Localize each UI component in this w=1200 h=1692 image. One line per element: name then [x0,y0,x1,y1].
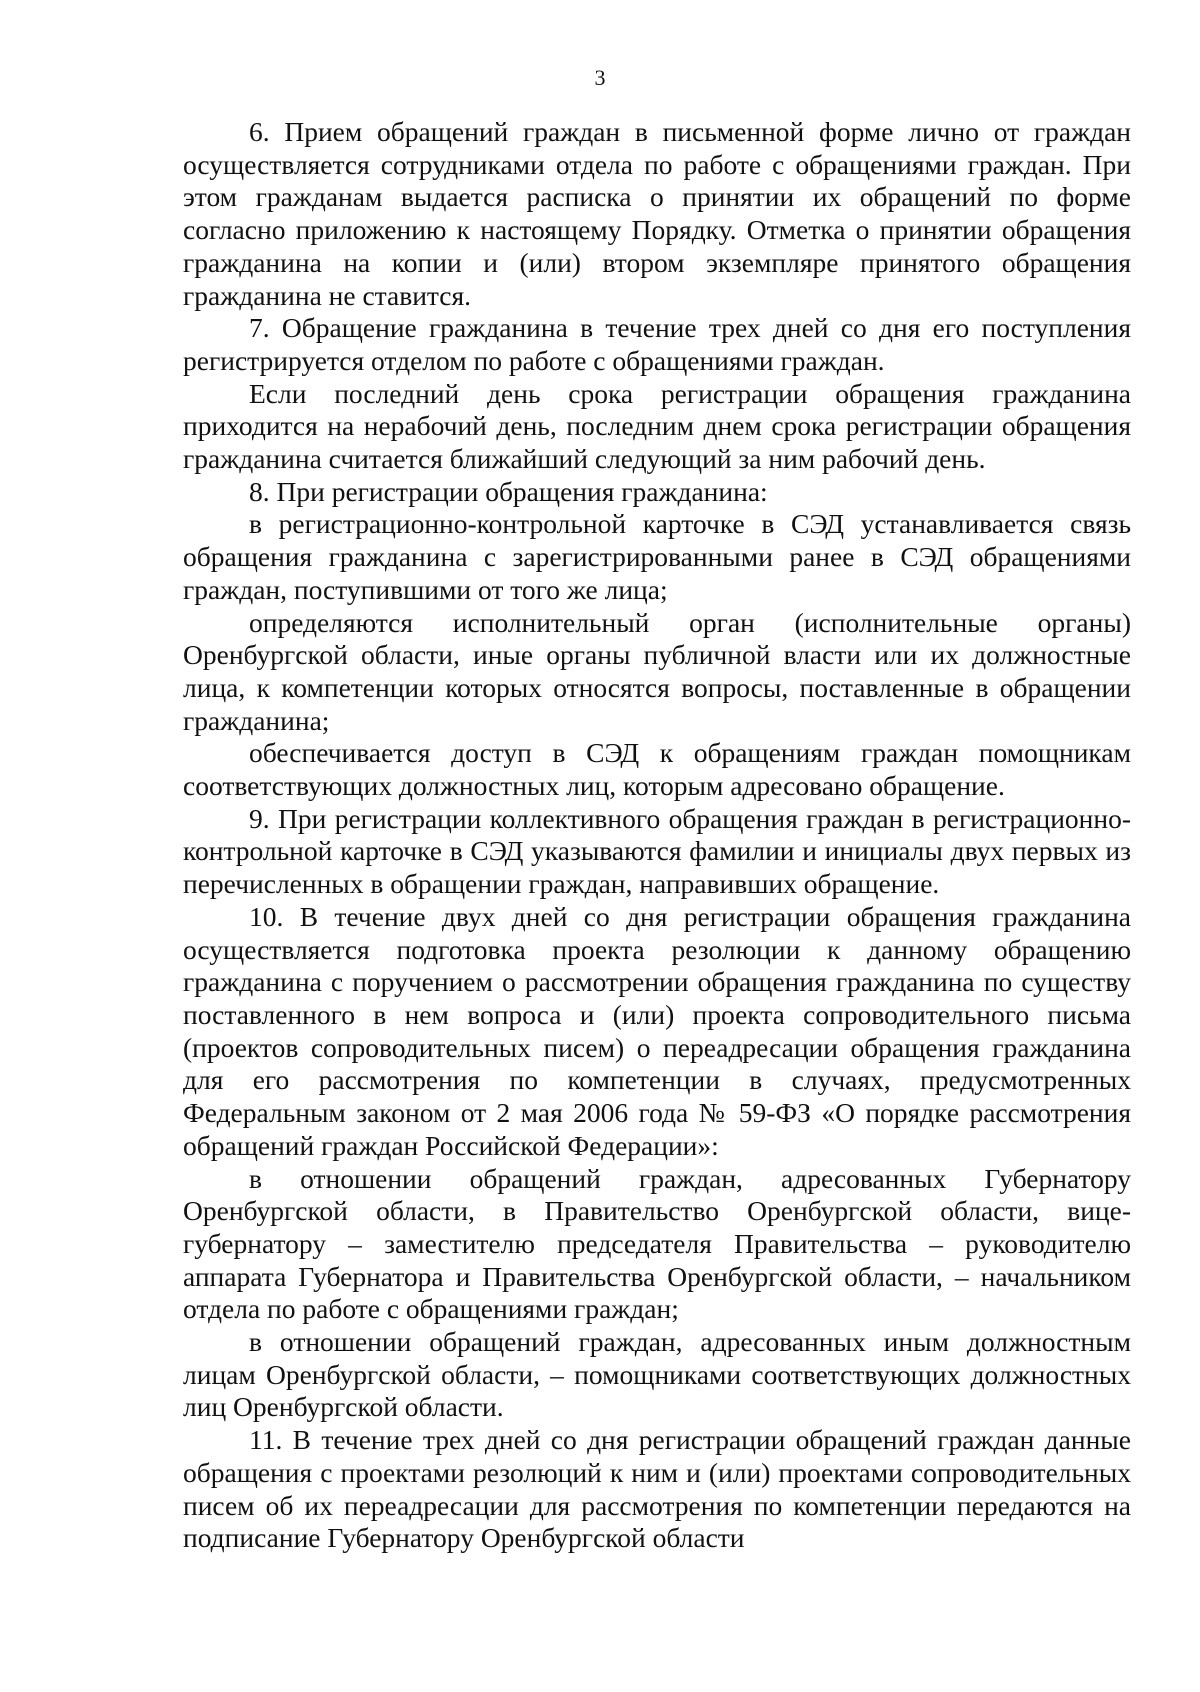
page-number: 3 [594,65,606,90]
paragraph-8: 8. При регистрации обращения гражданина: [249,475,768,507]
paragraph-8-link: в регистрационно-контрольной карточке в СЭД устанавливается связь обращения гражданина с зарегистрированными ранее в СЭД обращениями граждан, поступившими от того же лица; [183,508,1131,605]
document-body [183,116,1131,1555]
paragraph-9: 9. При регистрации коллективного обращения граждан в регистрационно-контрольной карточке в СЭД указываются фамилии и инициалы двух первых из перечисленных в обращении граждан, направивших обращение. [183,802,1131,900]
paragraph-8-access: обеспечивается доступ в СЭД к обращениям граждан помощникам соответствующих должностных лиц, которым адресовано обращение. [183,737,1131,802]
paragraph-6: 6. Прием обращений граждан в письменной форме лично от граждан осуществляется сотрудниками отдела по работе с обращениями граждан. При этом гражданам выдается расписка о принятии их обращений по форме согласно приложению к настоящему Порядку. Отметка о принятии обращения гражданина на копии и (или) втором экземпляре принятого обращения гражданина не ставится. [183,116,1131,311]
paragraph-7: 7. Обращение гражданина в течение трех дней со дня его поступления регистрируется отделом по работе с обращениями граждан. [183,312,1131,376]
paragraph-10-officials: в отношении обращений граждан, адресованных иным должностным лицам Оренбургской области, – помощниками соответствующих должностных лиц Оренбургской области. [183,1326,1131,1423]
paragraph-7-deadline: Если последний день срока регистрации обращения гражданина приходится на нерабочий день, последним днем срока регистрации обращения гражданина считается ближайший следующий за ним рабочий день. [183,377,1131,475]
paragraph-8-competence: определяются исполнительный орган (исполнительные органы) Оренбургской области, иные органы публичной власти или их должностные лица, к компетенции которых относятся вопросы, поставленные в обращении гражданина; [183,606,1131,736]
paragraph-10: 10. В течение двух дней со дня регистрации обращения гражданина осуществляется подготовка проекта резолюции к данному обращению гражданина с поручением о рассмотрении обращения гражданина по существу поставленного в нем вопроса и (или) проекта сопроводительного письма (проектов сопроводительных писем) о переадресации обращения гражданина для его рассмотрения по компетенции в случаях, предусмотренных Федеральным законом от 2 мая 2006 года № 59-ФЗ «О порядке рассмотрения обращений граждан Российской Федерации»: [183,900,1131,1161]
paragraph-11: 11. В течение трех дней со дня регистрации обращений граждан данные обращения с проектами резолюций к ним и (или) проектами сопроводительных писем об их переадресации для рассмотрения по компетенции передаются на подписание Губернатору Оренбургской области [183,1424,1131,1554]
paragraph-10-governor: в отношении обращений граждан, адресованных Губернатору Оренбургской области, в Правительство Оренбургской области, вице-губернатору – заместителю председателя Правительства – руководителю аппарата Губернатора и Правительства Оренбургской области, – начальником отдела по работе с обращениями граждан; [183,1162,1131,1325]
